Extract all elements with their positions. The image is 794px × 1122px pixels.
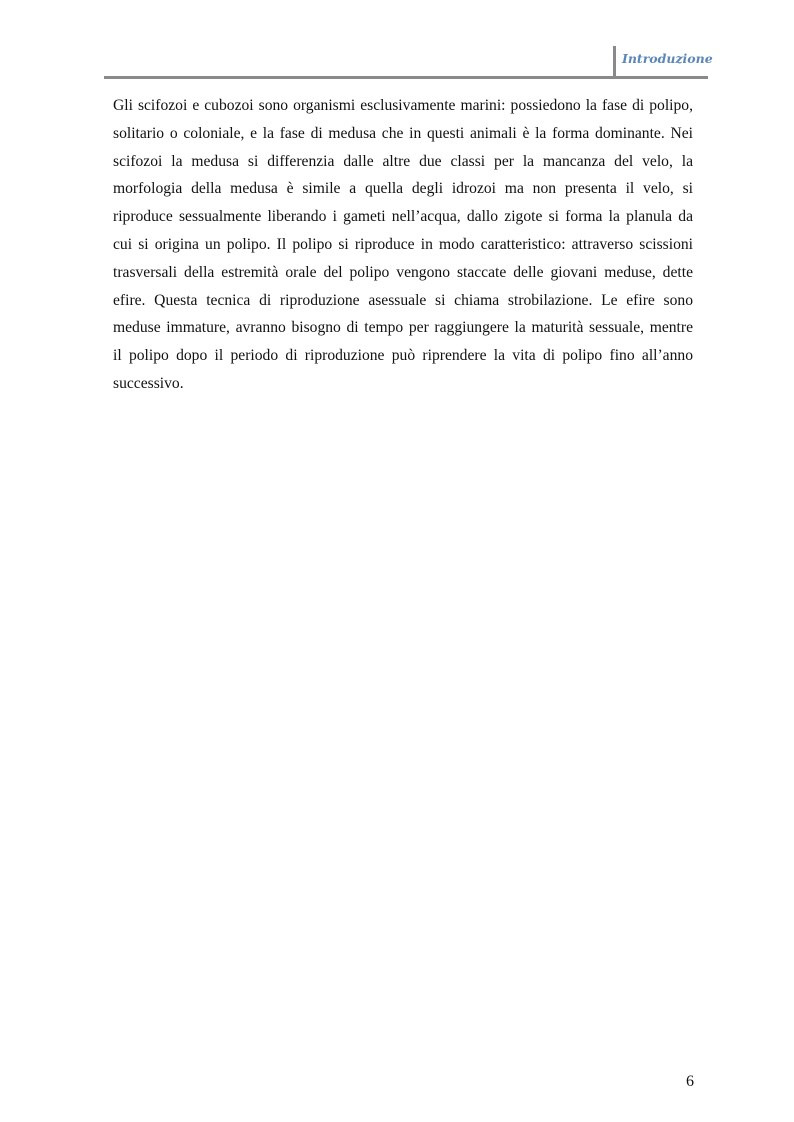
- header-vertical-rule: [613, 46, 616, 77]
- paragraph-line: cui si origina un polipo. Il polipo si riproduce in modo caratteristico: attraverso scissioni: [113, 235, 693, 253]
- running-header-title: Introduzione: [622, 51, 713, 66]
- paragraph-line: il polipo dopo il periodo di riproduzione può riprendere la vita di polipo fino all’anno: [113, 347, 693, 365]
- paragraph-line: scifozoi la medusa si differenzia dalle altre due classi per la mancanza del velo, la: [113, 152, 693, 170]
- header-horizontal-rule: [104, 76, 708, 79]
- paragraph-line: meduse immature, avranno bisogno di tempo per raggiungere la maturità sessuale, mentre: [113, 319, 693, 337]
- paragraph-line: riproduce sessualmente liberando i gameti nell’acqua, dallo zigote si forma la planula da: [113, 208, 693, 226]
- paragraph-line: trasversali della estremità orale del polipo vengono staccate delle giovani meduse, dette: [113, 263, 693, 281]
- paragraph-line: solitario o coloniale, e la fase di medusa che in questi animali è la forma dominante. Nei: [113, 124, 693, 142]
- paragraph-line: efire. Questa tecnica di riproduzione asessuale si chiama strobilazione. Le efire sono: [113, 291, 693, 309]
- body-paragraph: [113, 92, 693, 398]
- paragraph-line: Gli scifozoi e cubozoi sono organismi esclusivamente marini: possiedono la fase di polipo,: [113, 97, 693, 114]
- paragraph-line: morfologia della medusa è simile a quella degli idrozoi ma non presenta il velo, si: [113, 180, 693, 198]
- page-number: 6: [686, 1073, 694, 1090]
- paragraph-line: successivo.: [113, 374, 184, 392]
